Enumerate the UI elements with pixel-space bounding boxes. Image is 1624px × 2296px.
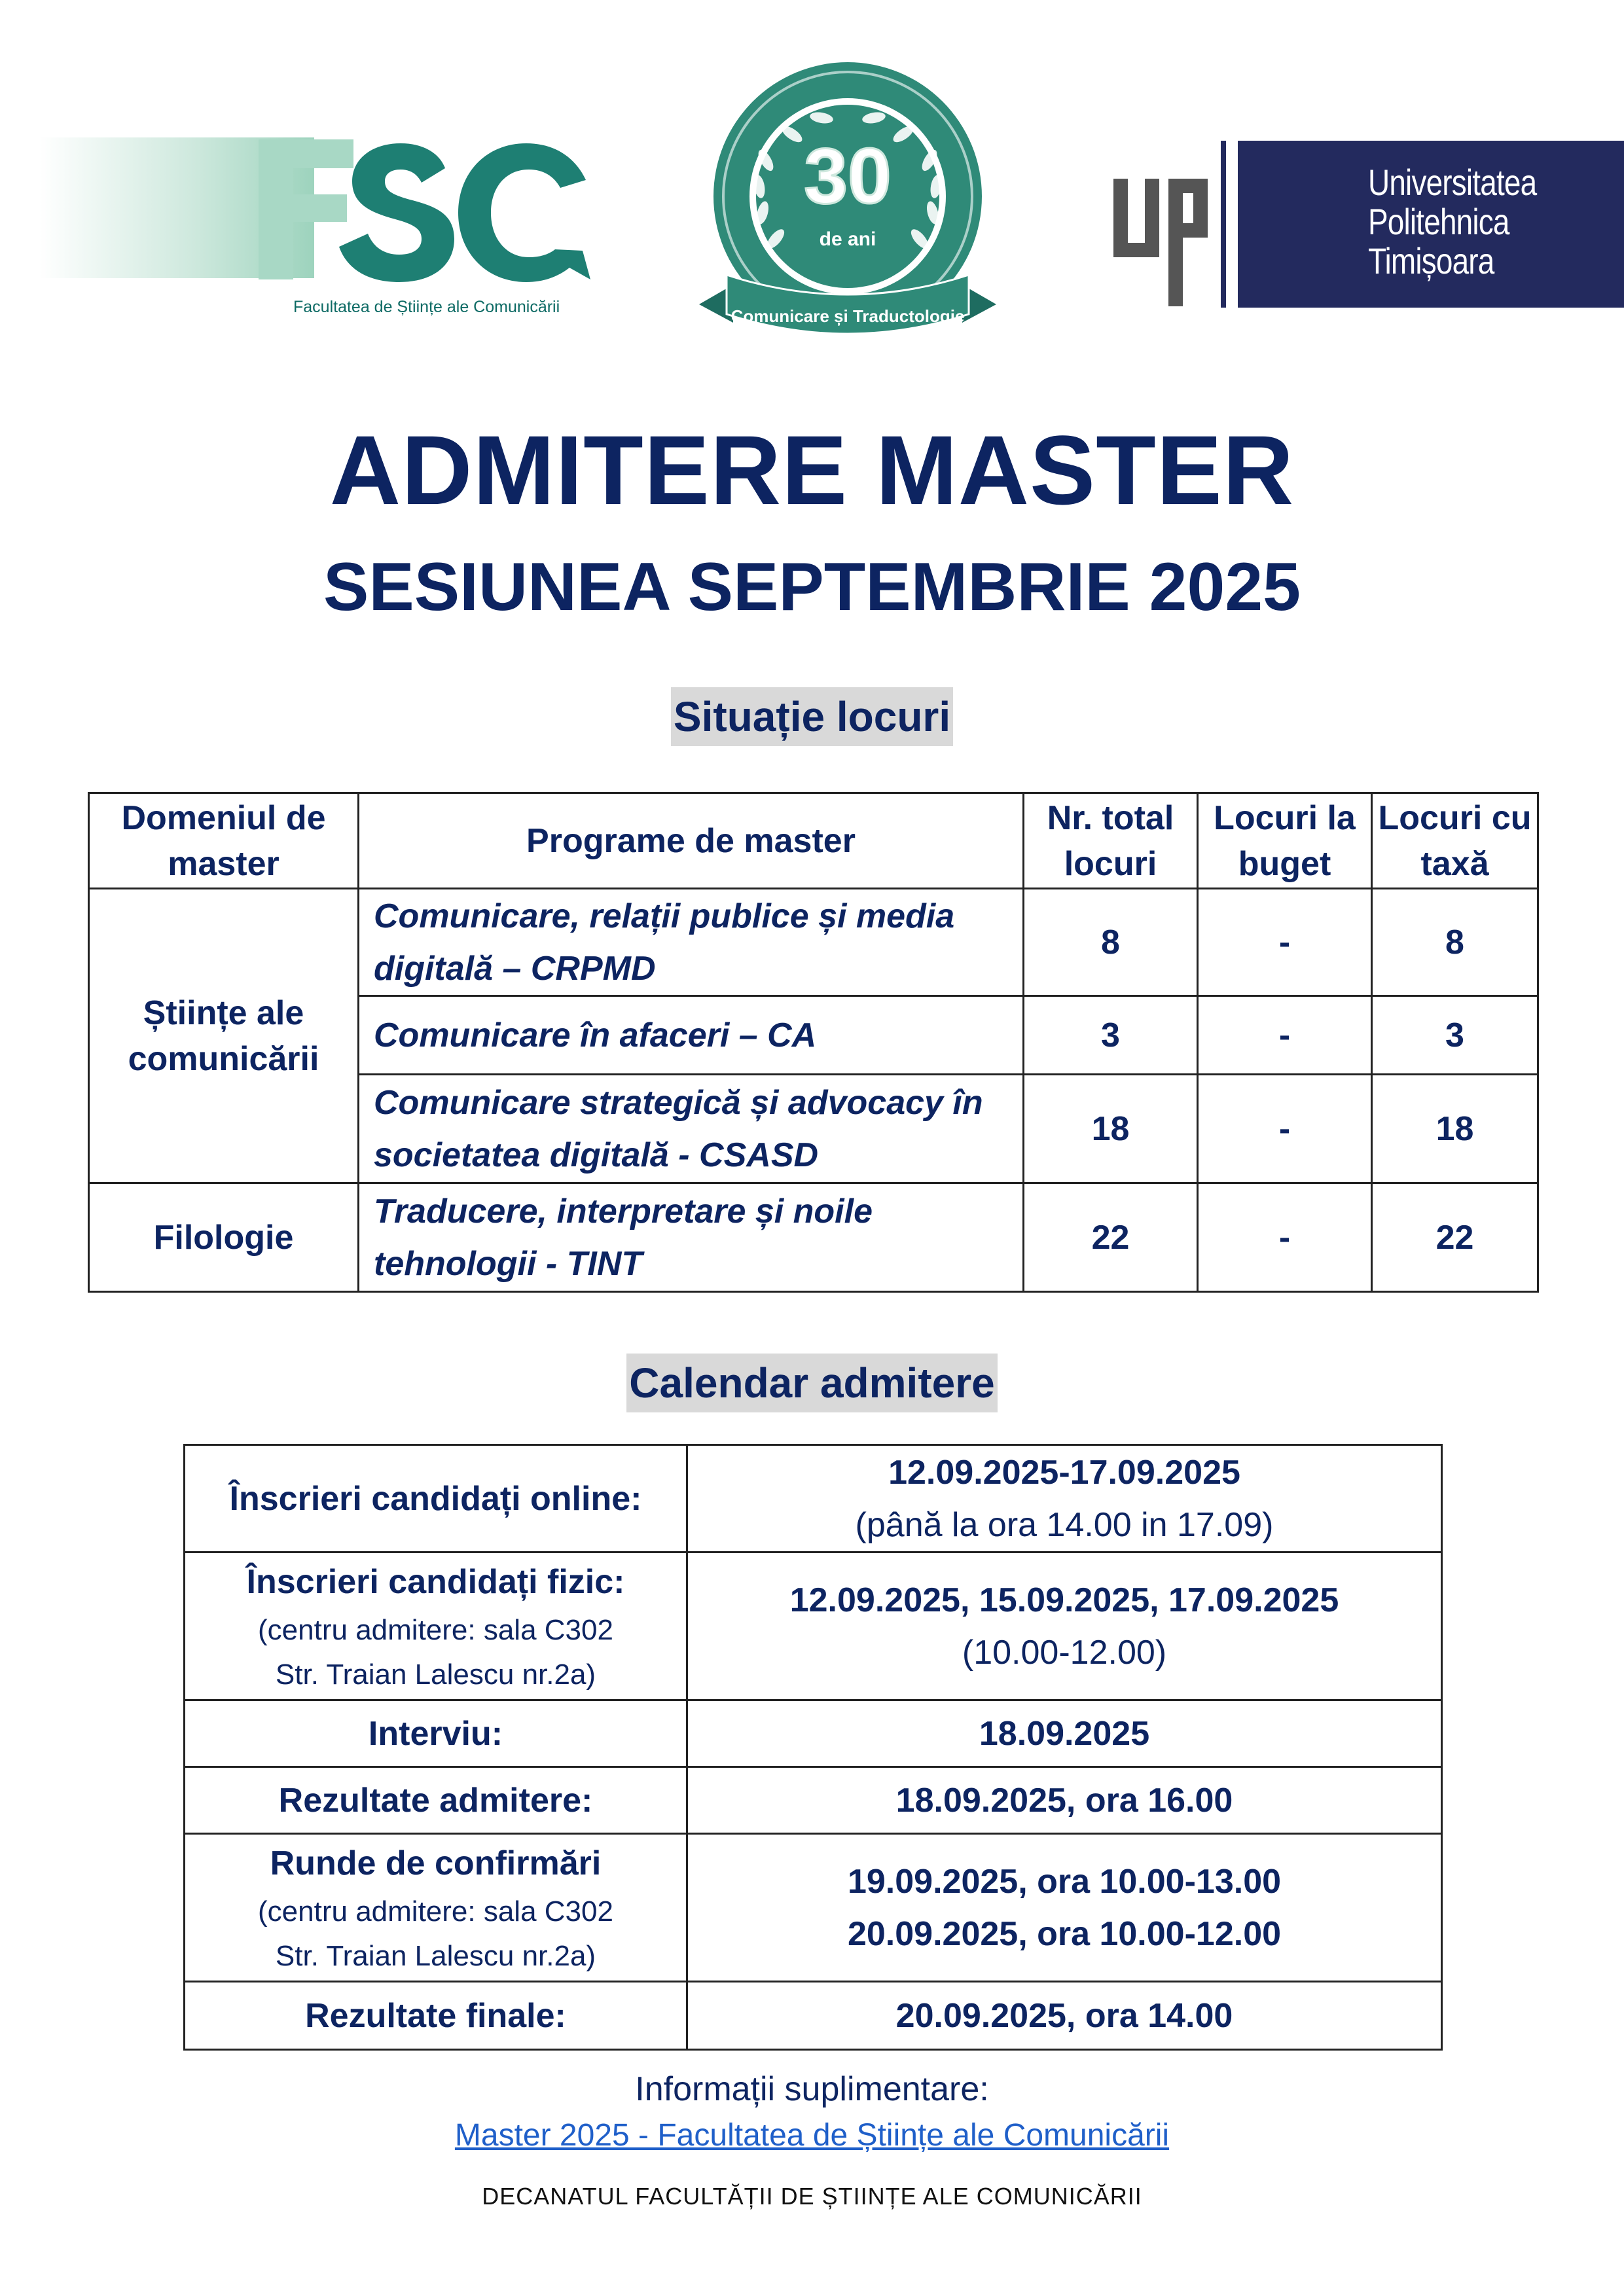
seal-subtext: de ani xyxy=(819,228,876,250)
upt-mark-graphic xyxy=(1110,160,1214,308)
calendar-value-main: 19.09.2025, ora 10.00-13.00 xyxy=(847,1862,1282,1901)
total-cell: 8 xyxy=(1024,889,1198,996)
seal-number: 30 xyxy=(804,132,892,220)
budget-cell: - xyxy=(1198,1183,1372,1292)
table-row xyxy=(185,1552,1442,1700)
table-row xyxy=(185,1700,1442,1767)
calendar-label-note: Str. Traian Lalescu nr.2a) xyxy=(275,1939,596,1972)
master-info-link[interactable]: Master 2025 - Facultatea de Științe ale Comunicării xyxy=(454,2118,1170,2153)
domain-cell: Filologie xyxy=(89,1183,359,1292)
calendar-value xyxy=(687,1445,1442,1552)
budget-cell: - xyxy=(1198,996,1372,1075)
program-cell: Traducere, interpretare și noile tehnologii - TINT xyxy=(359,1183,1024,1292)
total-cell: 3 xyxy=(1024,996,1198,1075)
program-cell: Comunicare în afaceri – CA xyxy=(359,996,1024,1075)
upt-band xyxy=(1221,141,1624,308)
table-row xyxy=(185,1445,1442,1552)
column-header: Locuri cu taxă xyxy=(1372,793,1538,889)
fee-cell: 18 xyxy=(1372,1075,1538,1183)
anniversary-seal xyxy=(694,56,1001,363)
table-row xyxy=(185,1767,1442,1834)
calendar-table xyxy=(183,1444,1443,2051)
calendar-label xyxy=(185,1834,687,1982)
calendar-value-main: 12.09.2025, 15.09.2025, 17.09.2025 xyxy=(789,1581,1339,1619)
upt-wordmark xyxy=(1368,163,1536,281)
table-header-row xyxy=(89,793,1538,889)
total-cell: 18 xyxy=(1024,1075,1198,1183)
places-heading-wrap xyxy=(0,687,1624,746)
places-table xyxy=(88,792,1539,1293)
page-title: ADMITERE MASTER xyxy=(329,415,1295,525)
calendar-value-main: 12.09.2025-17.09.2025 xyxy=(888,1453,1240,1492)
seal-ribbon-text: Comunicare și Traductologie xyxy=(731,306,965,326)
calendar-label: Rezultate admitere: xyxy=(185,1767,687,1834)
column-header: Locuri la buget xyxy=(1198,793,1372,889)
fee-cell: 22 xyxy=(1372,1183,1538,1292)
calendar-label-main: Runde de confirmări xyxy=(270,1844,602,1882)
calendar-heading: Calendar admitere xyxy=(626,1354,997,1412)
upt-logo xyxy=(1110,141,1624,308)
calendar-value xyxy=(687,1834,1442,1982)
page-subtitle: SESIUNEA SEPTEMBRIE 2025 xyxy=(323,549,1301,625)
calendar-label-main: Înscrieri candidați fizic: xyxy=(246,1562,625,1601)
table-row xyxy=(185,1834,1442,1982)
table-row xyxy=(185,1982,1442,2050)
calendar-label-note: (centru admitere: sala C302 xyxy=(258,1895,613,1928)
fsc-logo xyxy=(39,134,569,331)
calendar-heading-wrap xyxy=(0,1354,1624,1412)
calendar-value: 18.09.2025 xyxy=(687,1700,1442,1767)
dean-office-signature: DECANATUL FACULTĂȚII DE ȘTIINȚE ALE COMUNICĂRII xyxy=(482,2183,1142,2210)
places-heading: Situație locuri xyxy=(671,687,953,746)
column-header: Nr. total locuri xyxy=(1024,793,1198,889)
budget-cell: - xyxy=(1198,1075,1372,1183)
program-cell: Comunicare strategică și advocacy în societatea digitală - CSASD xyxy=(359,1075,1024,1183)
upt-line-2: Politehnica xyxy=(1368,201,1509,242)
info-link-wrap xyxy=(0,2117,1624,2153)
column-header: Domeniul de master xyxy=(89,793,359,889)
fsc-caption: Facultatea de Științe ale Comunicării xyxy=(293,298,560,316)
calendar-label-note: (centru admitere: sala C302 xyxy=(258,1613,613,1646)
table-row xyxy=(89,889,1538,996)
calendar-value: 18.09.2025, ora 16.00 xyxy=(687,1767,1442,1834)
calendar-label: Interviu: xyxy=(185,1700,687,1767)
calendar-label: Rezultate finale: xyxy=(185,1982,687,2050)
total-cell: 22 xyxy=(1024,1183,1198,1292)
info-label: Informații suplimentare: xyxy=(635,2070,989,2108)
budget-cell: - xyxy=(1198,889,1372,996)
upt-line-3: Timișoara xyxy=(1368,240,1494,281)
column-header: Programe de master xyxy=(359,793,1024,889)
domain-cell: Științe ale comunicării xyxy=(89,889,359,1183)
calendar-value-second: 20.09.2025, ora 10.00-12.00 xyxy=(847,1914,1282,1953)
fsc-wordmark-graphic xyxy=(255,134,596,285)
upt-band-bar xyxy=(1221,141,1247,308)
calendar-value-note: (10.00-12.00) xyxy=(962,1633,1167,1672)
calendar-label xyxy=(185,1552,687,1700)
calendar-label-note: Str. Traian Lalescu nr.2a) xyxy=(275,1658,596,1691)
upt-line-1: Universitatea xyxy=(1368,162,1537,203)
fee-cell: 3 xyxy=(1372,996,1538,1075)
fee-cell: 8 xyxy=(1372,889,1538,996)
calendar-value-note: (până la ora 14.00 in 17.09) xyxy=(855,1505,1274,1544)
program-cell: Comunicare, relații publice și media digitală – CRPMD xyxy=(359,889,1024,996)
table-row xyxy=(89,1183,1538,1292)
calendar-value: 20.09.2025, ora 14.00 xyxy=(687,1982,1442,2050)
calendar-label: Înscrieri candidați online: xyxy=(185,1445,687,1552)
calendar-value xyxy=(687,1552,1442,1700)
